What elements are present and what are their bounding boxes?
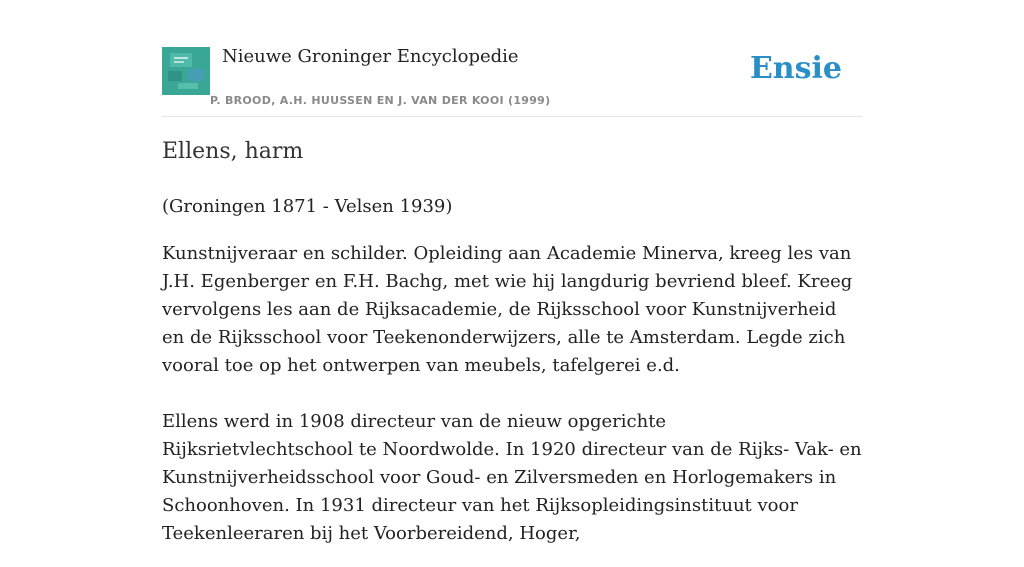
ensie-logo-link[interactable]: Ensie [749, 51, 842, 86]
book-authors: P. BROOD, A.H. HUUSSEN EN J. VAN DER KOOI (1999) [210, 94, 551, 107]
article-paragraph: Ellens werd in 1908 directeur van de nieuw opgerichte Rijksrietvlechtschool te Noordwolde. In 1920 directeur van de Rijks- Vak- en Kunstnijverheidsschool voor Goud- en Zilversmeden en Horlogemakers in Schoonhoven. In 1931 directeur van het Rijksopleidingsinstituut voor Teekenleeraren bij het Voorbereidend, Hoger, [162, 411, 862, 544]
article-body [162, 193, 862, 567]
life-dates: (Groningen 1871 - Velsen 1939) [162, 196, 453, 217]
article-title: Ellens, harm [162, 139, 304, 164]
book-title-link[interactable]: Nieuwe Groninger Encyclopedie [222, 46, 519, 67]
book-cover-graphic [162, 47, 210, 95]
article-paragraph: Kunstnijveraar en schilder. Opleiding aan Academie Minerva, kreeg les van J.H. Egenberger en F.H. Bachg, met wie hij langdurig bevriend bleef. Kreeg vervolgens les aan de Rijksacademie, de Rijksschool voor Kunstnijverheid en de Rijksschool voor Teekenonderwijzers, alle te Amsterdam. Legde zich vooral toe op het ontwerpen van meubels, tafelgerei e.d. [162, 243, 853, 376]
header [162, 46, 862, 117]
book-cover-icon[interactable] [162, 47, 210, 95]
